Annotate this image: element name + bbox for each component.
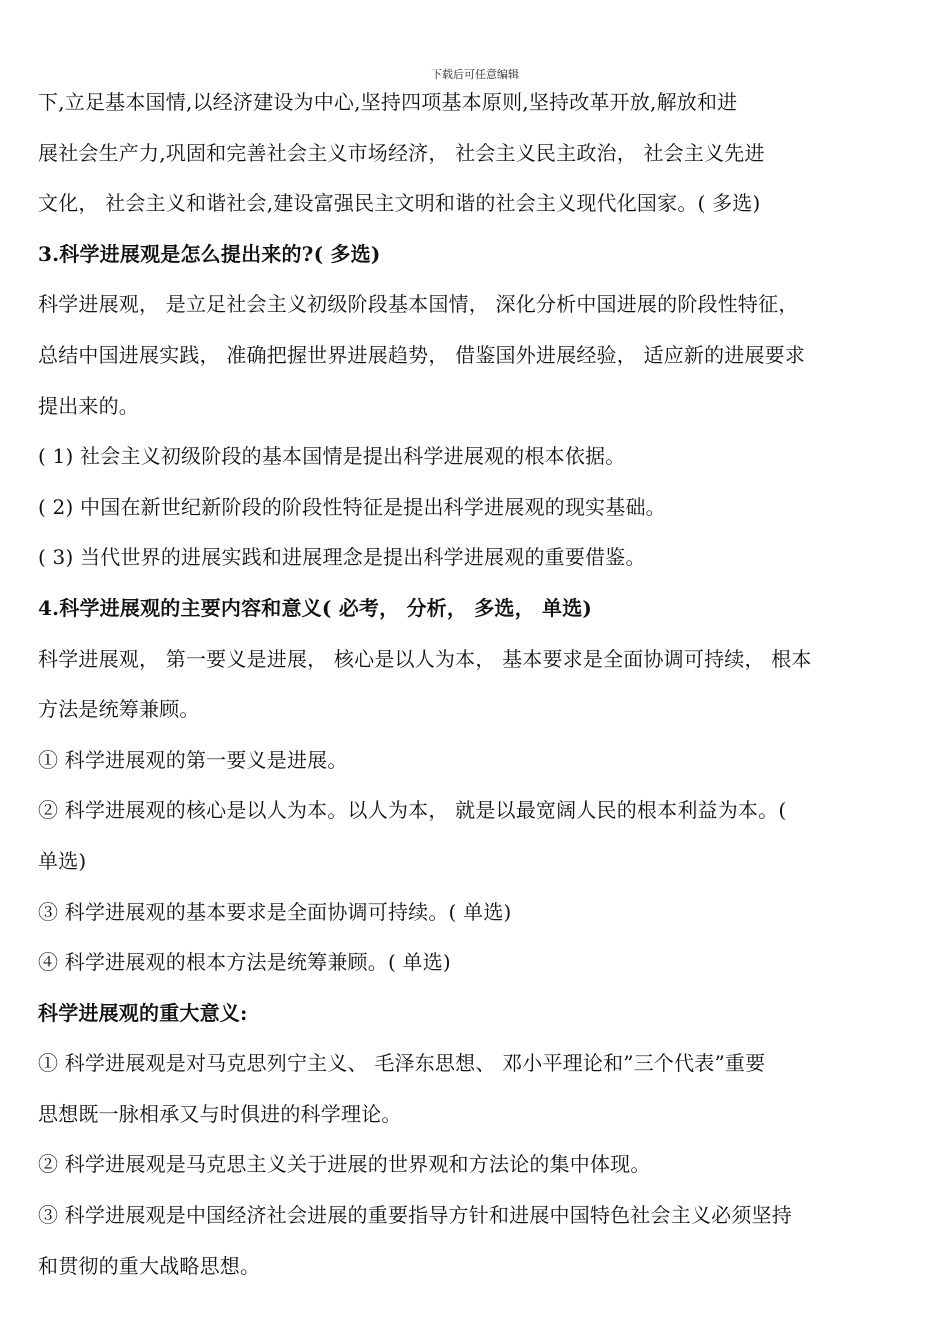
section-heading: 科学进展观的重大意义: [38, 1000, 248, 1025]
paragraph-line: 文化， 社会主义和谐社会,建设富强民主文明和谐的社会主义现代化国家。( 多选) [38, 191, 761, 216]
list-item: ① 科学进展观是对马克思列宁主义、 毛泽东思想、 邓小平理论和”三个代表”重要 [38, 1051, 766, 1076]
list-item: 思想既一脉相承又与时俱进的科学理论。 [38, 1101, 402, 1126]
section-heading: 3.科学进展观是怎么提出来的?( 多选) [38, 241, 381, 266]
paragraph-line: 总结中国进展实践， 准确把握世界进展趋势， 借鉴国外进展经验， 适应新的进展要求 [38, 342, 806, 367]
list-item: ② 科学进展观的核心是以人为本。以人为本， 就是以最宽阔人民的根本利益为本。( [38, 798, 787, 823]
paragraph-line: 下,立足基本国情,以经济建设为中心,坚持四项基本原则,坚持改革开放,解放和进 [38, 90, 738, 114]
list-item: ④ 科学进展观的根本方法是统筹兼顾。( 单选) [38, 950, 451, 975]
list-item: ( 2) 中国在新世纪新阶段的阶段性特征是提出科学进展观的现实基础。 [38, 494, 666, 519]
list-item: ③ 科学进展观是中国经济社会进展的重要指导方针和进展中国特色社会主义必须坚持 [38, 1203, 792, 1228]
paragraph-line: 提出来的。 [38, 393, 139, 418]
list-item: 单选) [38, 848, 87, 873]
paragraph-line: 科学进展观， 第一要义是进展， 核心是以人为本， 基本要求是全面协调可持续， 根本 [38, 646, 812, 671]
section-heading: 4.科学进展观的主要内容和意义( 必考， 分析， 多选， 单选) [38, 595, 593, 620]
paragraph-line: 科学进展观， 是立足社会主义初级阶段基本国情， 深化分析中国进展的阶段性特征， [38, 292, 799, 317]
list-item: ③ 科学进展观的基本要求是全面协调可持续。( 单选) [38, 899, 512, 924]
list-item: ① 科学进展观的第一要义是进展。 [38, 747, 348, 772]
document-body [38, 77, 918, 1291]
list-item: 和贯彻的重大战略思想。 [38, 1253, 261, 1278]
list-item: ( 1) 社会主义初级阶段的基本国情是提出科学进展观的根本依据。 [38, 444, 626, 469]
list-item: ( 3) 当代世界的进展实践和进展理念是提出科学进展观的重要借鉴。 [38, 545, 646, 570]
page-header: 下载后可任意编辑 [431, 68, 519, 81]
list-item: ② 科学进展观是马克思主义关于进展的世界观和方法论的集中体现。 [38, 1152, 651, 1177]
paragraph-line: 方法是统筹兼顾。 [38, 697, 200, 722]
paragraph-line: 展社会生产力,巩固和完善社会主义市场经济， 社会主义民主政治， 社会主义先进 [38, 140, 765, 165]
